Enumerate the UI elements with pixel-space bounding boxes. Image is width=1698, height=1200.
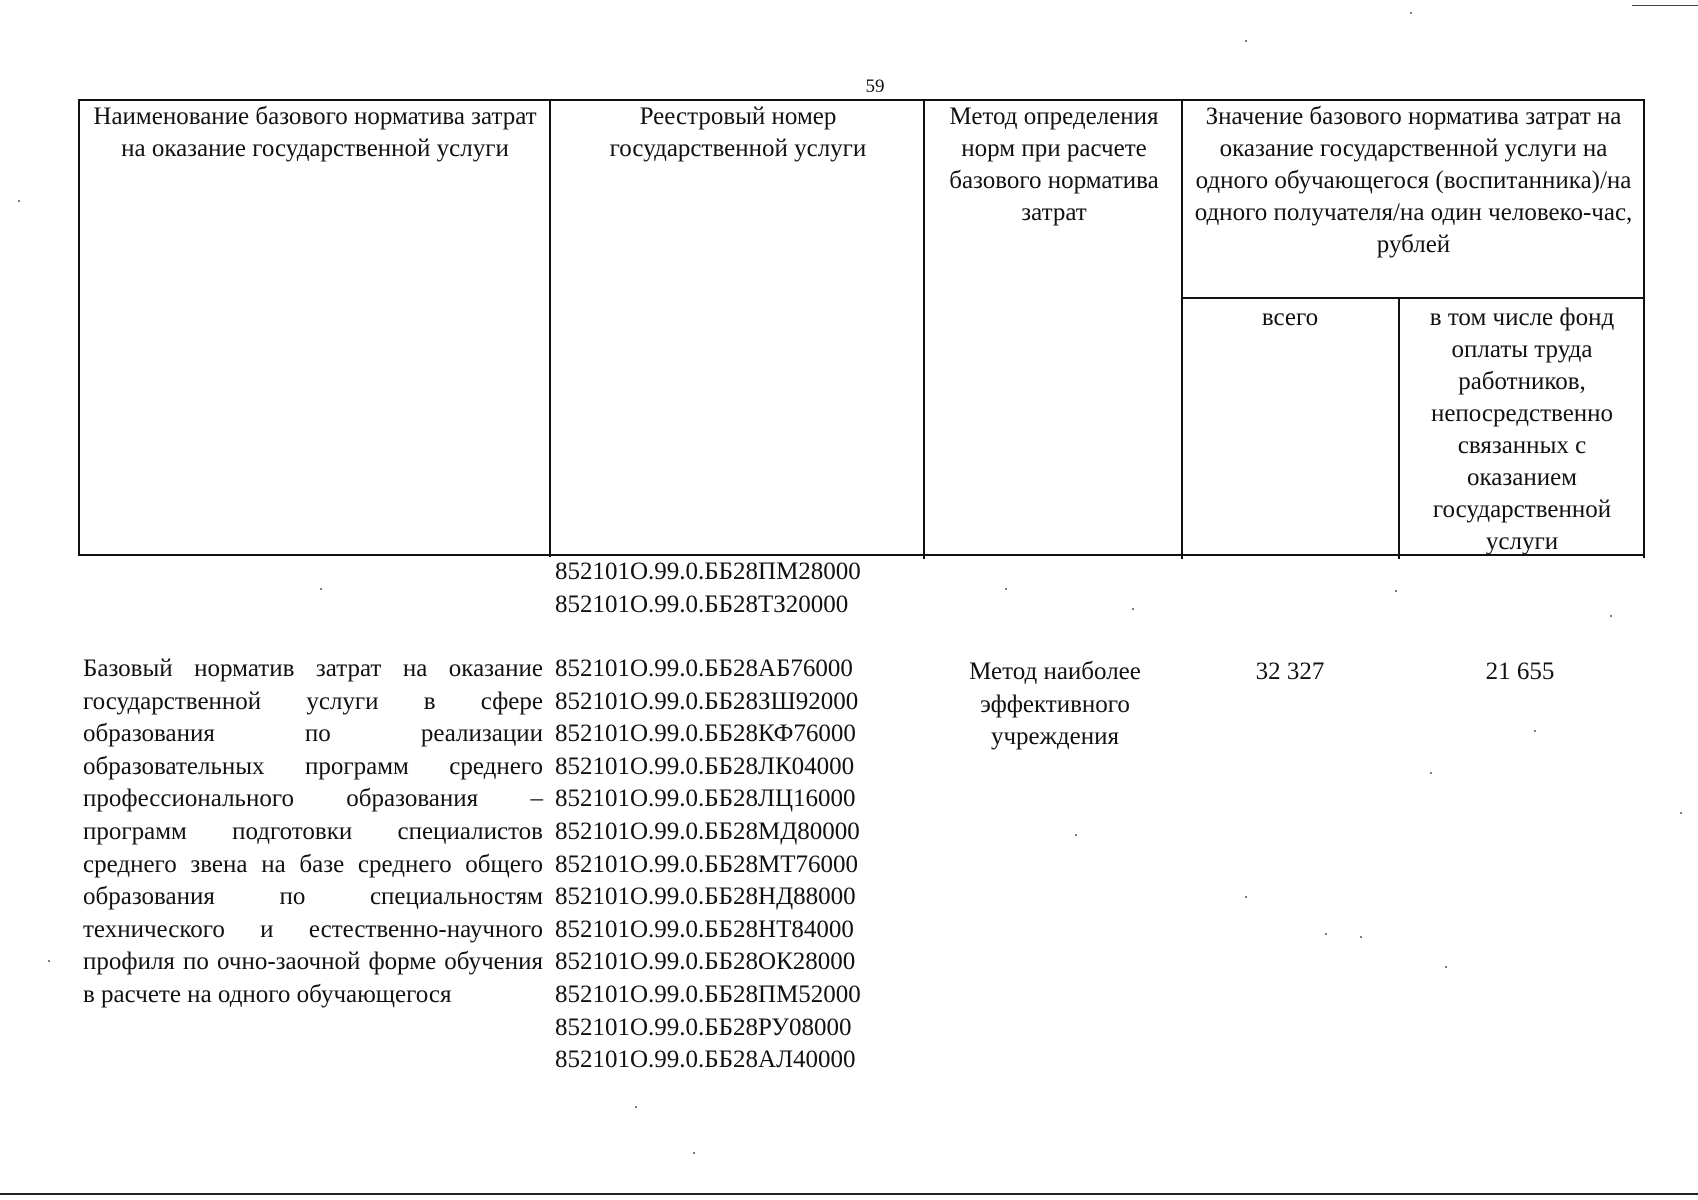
scan-speck (1132, 608, 1134, 610)
registry-code: 852101О.99.0.ББ28ТЗ20000 (555, 590, 849, 618)
registry-code: 852101О.99.0.ББ28НД88000 (555, 883, 856, 911)
scan-speck (1245, 896, 1247, 898)
scan-speck (635, 1106, 637, 1108)
scan-speck (1534, 730, 1536, 732)
header-divider-1 (549, 99, 551, 557)
scan-speck (1610, 615, 1612, 617)
scan-speck (1445, 966, 1447, 968)
registry-code: 852101О.99.0.ББ28АЛ40000 (555, 1046, 856, 1074)
header-method-column: Метод определения норм при расчете базового норматива затрат (949, 103, 1159, 226)
payroll-value: 21 655 (1485, 658, 1555, 685)
registry-codes (555, 653, 861, 1077)
registry-code: 852101О.99.0.ББ28РУ08000 (555, 1013, 852, 1041)
scan-speck (1005, 588, 1007, 590)
scan-speck (1360, 936, 1362, 938)
registry-code: 852101О.99.0.ББ28КФ76000 (555, 720, 856, 748)
header-name-column: Наименование базового норматива затрат на оказание государственной услуги (93, 103, 537, 162)
header-value-column: Значение базового норматива затрат на оказание государственной услуги на одного обучающегося (воспитанника)/на одного получателя/на один человеко-час, рублей (1194, 103, 1633, 258)
registry-code: 852101О.99.0.ББ28ЛК04000 (555, 752, 855, 780)
scan-speck (1430, 772, 1432, 774)
registry-code: 852101О.99.0.ББ28ПМ28000 (555, 558, 861, 585)
service-name: Базовый норматив затрат на оказание государственной услуги в сфере образования по реализации образовательных программ среднего профессионального образования – программ подготовки специалистов среднего звена на базе среднего общего образования по специальностям технического и естественно-научного профиля по очно-заочной форме обучения в расчете на одного обучающегося (83, 655, 543, 1008)
scan-speck (1395, 590, 1397, 592)
scan-speck (1245, 40, 1247, 42)
header-total-column: всего (1261, 304, 1319, 331)
total-value: 32 327 (1255, 658, 1325, 685)
header-sub-divider (1181, 297, 1645, 299)
scan-speck (18, 200, 20, 202)
registry-code: 852101О.99.0.ББ28ЗШ92000 (555, 687, 859, 715)
table-header (78, 99, 1645, 559)
header-right-border (1643, 99, 1645, 558)
registry-code: 852101О.99.0.ББ28НТ84000 (555, 915, 854, 943)
registry-code: 852101О.99.0.ББ28МТ76000 (555, 850, 859, 878)
scan-speck (1410, 12, 1412, 14)
scan-speck (1075, 834, 1077, 836)
registry-code: 852101О.99.0.ББ28ОК28000 (555, 948, 856, 976)
continued-codes (555, 556, 861, 621)
header-payroll-column: в том числе фонд оплаты труда работников, непосредственно связанных с оказанием государственной услуги (1429, 304, 1615, 555)
page-bottom-rule (0, 1193, 1698, 1195)
header-left-border (78, 99, 80, 556)
registry-code: 852101О.99.0.ББ28АБ76000 (555, 655, 853, 682)
registry-code: 852101О.99.0.ББ28МД80000 (555, 817, 860, 845)
scan-speck (320, 588, 322, 590)
scan-speck (48, 960, 50, 962)
header-divider-3 (1181, 99, 1183, 559)
scan-speck (1325, 933, 1327, 935)
scan-edge-mark (1632, 5, 1698, 6)
registry-code: 852101О.99.0.ББ28ЛЦ16000 (555, 785, 856, 813)
method-value: Метод наиболее эффективного учреждения (969, 658, 1141, 751)
registry-code: 852101О.99.0.ББ28ПМ52000 (555, 980, 861, 1008)
header-registry-column: Реестровый номер государственной услуги (609, 103, 867, 162)
page-number: 59 (865, 76, 885, 97)
scan-speck (693, 1152, 695, 1154)
header-divider-2 (923, 99, 925, 559)
header-divider-4 (1398, 297, 1400, 559)
scan-speck (1680, 812, 1682, 814)
